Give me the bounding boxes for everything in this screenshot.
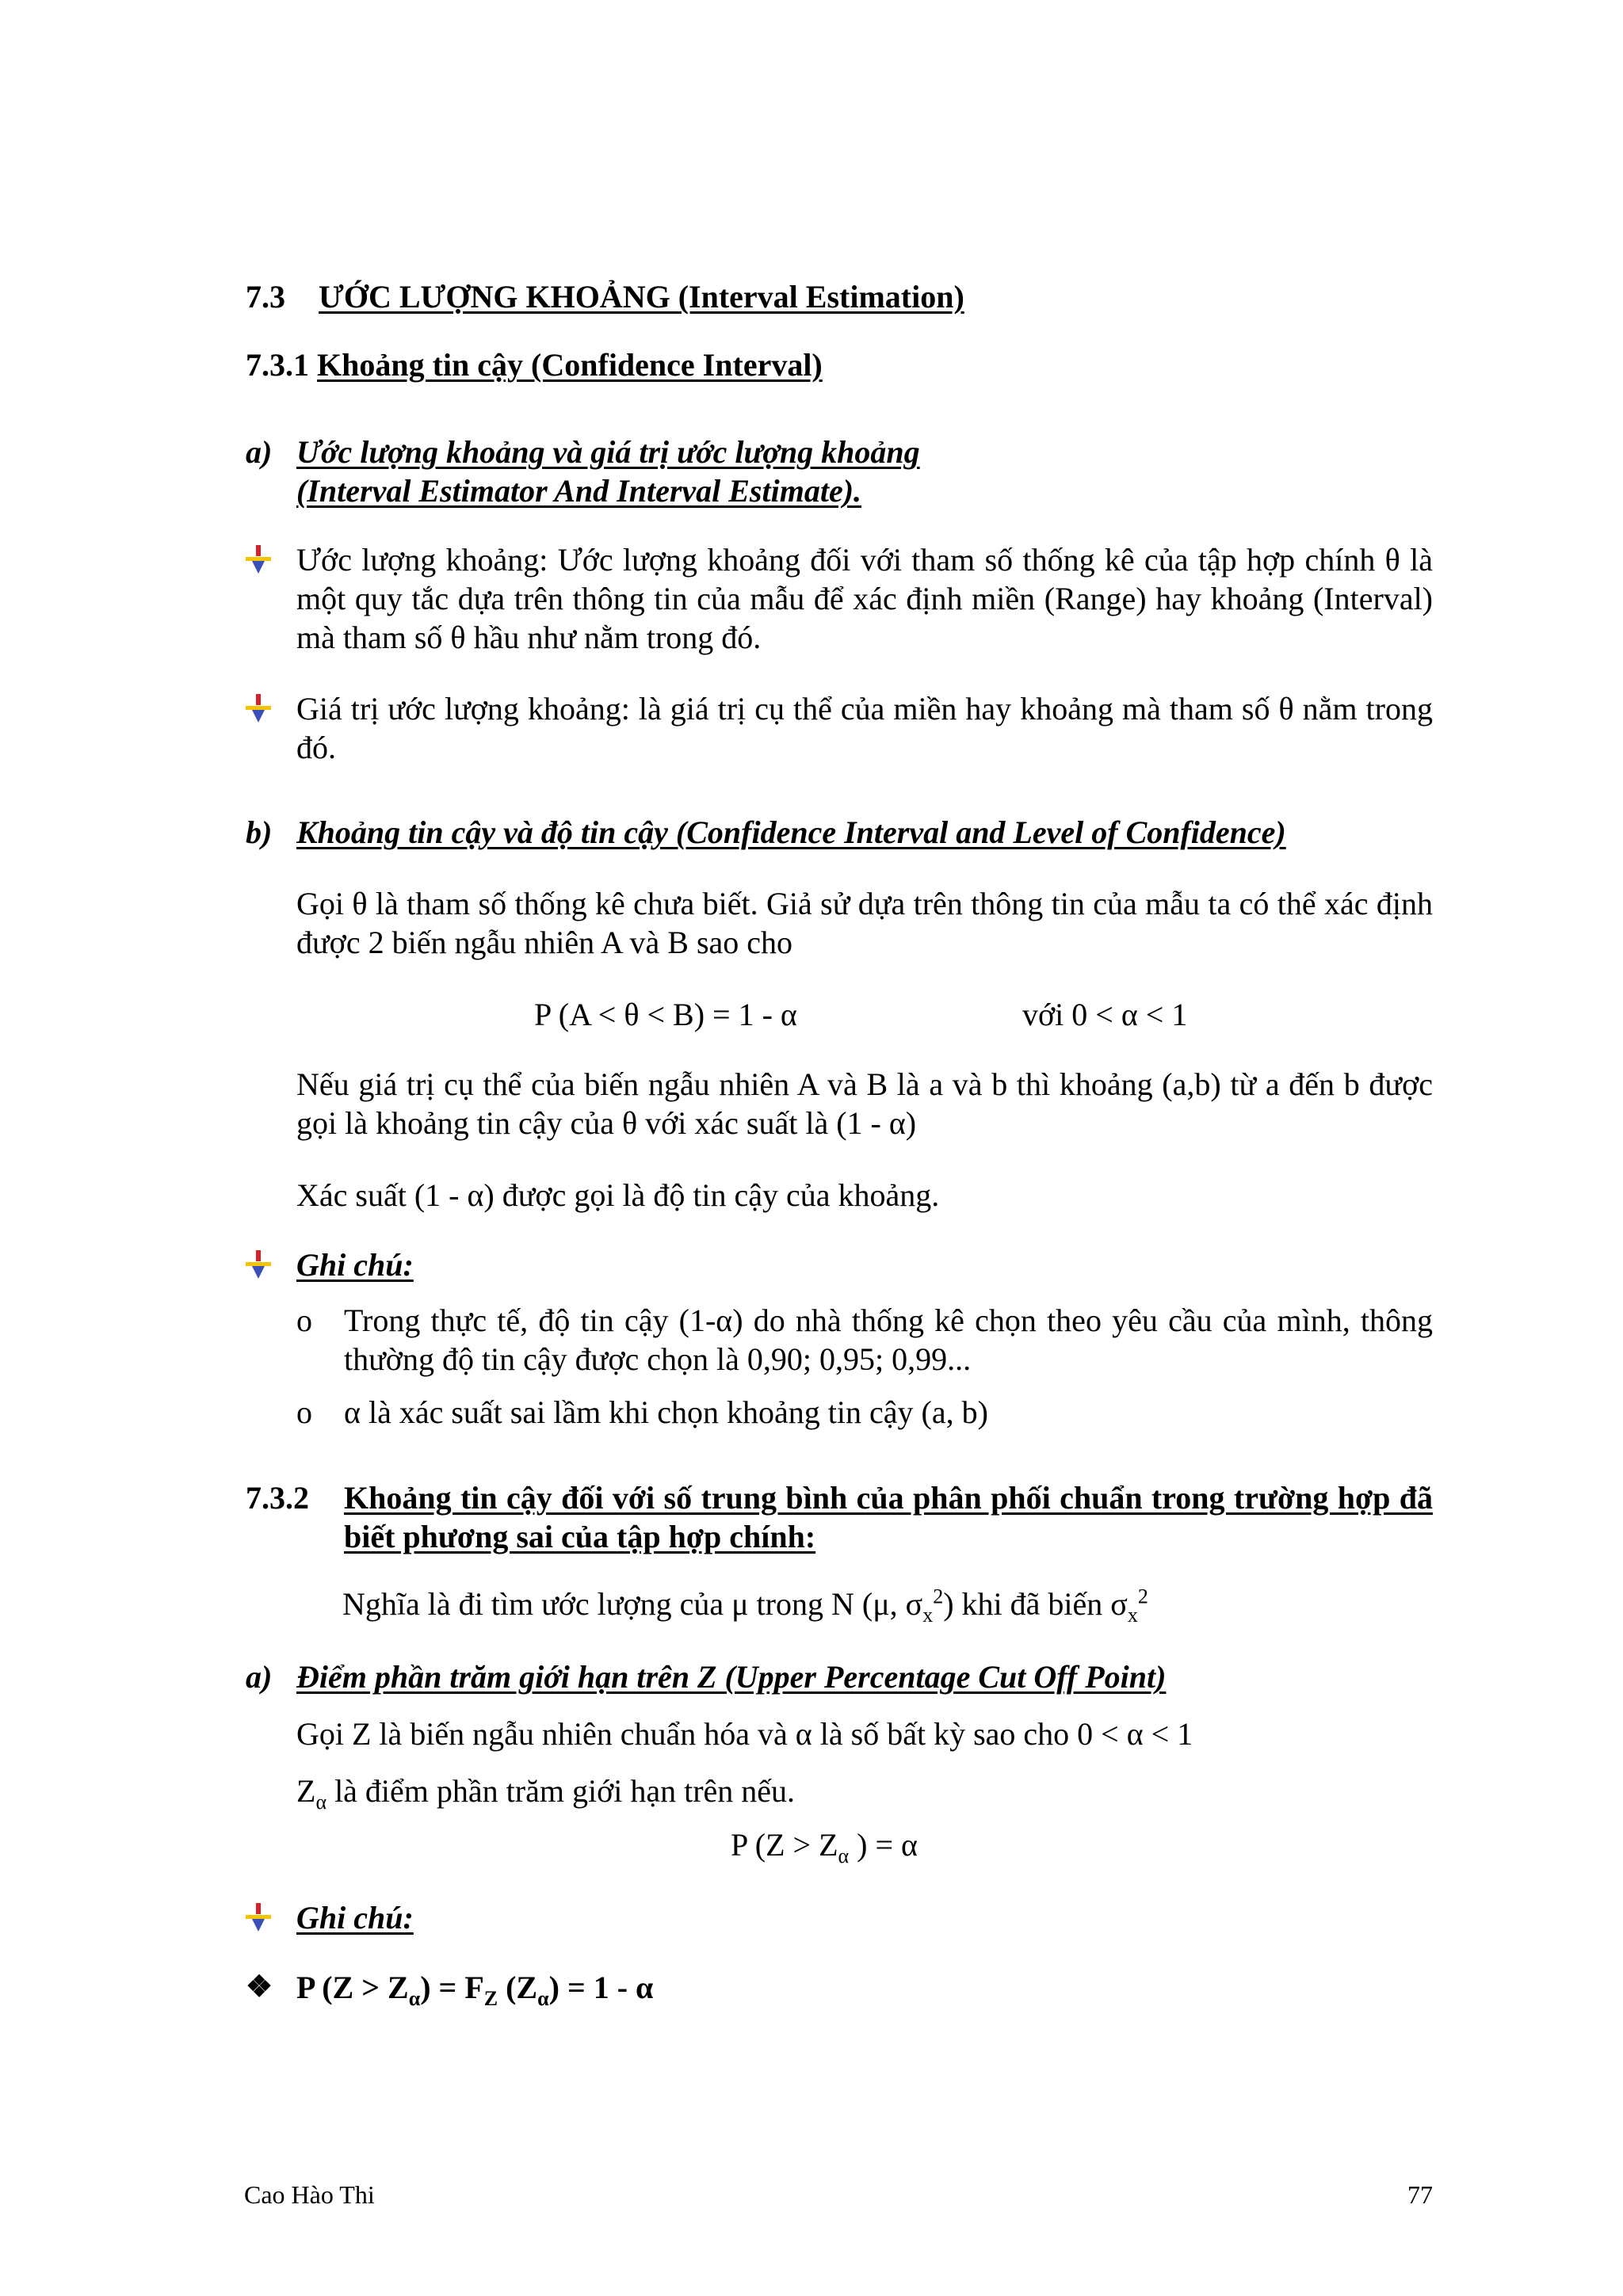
arrow-bullet-icon	[242, 1901, 274, 1933]
part-b-label: b)	[246, 814, 273, 850]
subsection-number-1: 7.3.1	[246, 347, 309, 383]
subsection-title-1: Khoảng tin cậy (Confidence Interval)	[317, 347, 823, 383]
part-a2-title: Điểm phần trăm giới hạn trên Z (Upper Percentage Cut Off Point)	[296, 1659, 1167, 1695]
note-title: Ghi chú:	[296, 1247, 414, 1283]
section-title: ƯỚC LƯỢNG KHOẢNG (Interval Estimation)	[319, 279, 964, 315]
bullet-text: Giá trị ước lượng khoảng: là giá trị cụ thể của miền hay khoảng mà tham số θ nằm trong đó.	[296, 691, 1433, 765]
part-a-title: Ước lượng khoảng và giá trị ước lượng khoảng (Interval Estimator And Interval Estimate).	[296, 434, 920, 509]
section-number: 7.3	[246, 279, 285, 315]
note-item-text: α là xác suất sai lầm khi chọn khoảng tin cậy (a, b)	[344, 1394, 988, 1430]
arrow-bullet-icon	[242, 543, 274, 575]
circle-bullet-icon: o	[296, 1302, 312, 1338]
subsection-number-2: 7.3.2	[246, 1480, 309, 1516]
part-a2-label: a)	[246, 1659, 273, 1695]
footer-author: Cao Hào Thi	[244, 2180, 375, 2209]
part-a-label: a)	[246, 434, 273, 470]
confidence-formula: P (A < θ < B) = 1 - α	[534, 997, 797, 1032]
diamond-bullet-icon: ❖	[246, 1970, 273, 2004]
subsection-title-2: Khoảng tin cậy đối với số trung bình của phân phối chuẩn trong trường hợp đã biết phương sai của tập hợp chính:	[344, 1480, 1433, 1554]
circle-bullet-icon: o	[296, 1394, 312, 1430]
bullet-text: Ước lượng khoảng: Ước lượng khoảng đối với tham số thống kê của tập hợp chính θ là một quy tắc dựa trên thông tin của mẫu để xác định miền (Range) hay khoảng (Interval) mà tham số θ hầu như nằm trong đó.	[296, 542, 1433, 655]
alpha-condition: với 0 < α < 1	[1022, 997, 1188, 1032]
part-b-title: Khoảng tin cậy và độ tin cậy (Confidence Interval and Level of Confidence)	[296, 814, 1286, 850]
note-title: Ghi chú:	[296, 1900, 414, 1936]
note-item-text: Trong thực tế, độ tin cậy (1-α) do nhà thống kê chọn theo yêu cầu của mình, thông thường độ tin cậy được chọn là 0,90; 0,95; 0,99...	[344, 1302, 1433, 1377]
arrow-bullet-icon	[242, 1249, 274, 1280]
cdf-formula: P $(Z > Z_\alpha) = F_Z$ $(Z_\alpha) = 1 - \alpha$	[296, 1970, 654, 2010]
document-page: 7.3 ƯỚC LƯỢNG KHOẢNG (Interval Estimation) 7.3.1 Khoảng tin cậy (Confidence Interval) a) Ước lượng khoảng và giá trị ước lượng khoảng (Interval Estimator And Interval Estimate). Ước lượng khoảng: Ước lượng khoảng đối với tham số thống kê của tập hợp chính θ là một quy tắc dựa trên thông tin của mẫu để xác định miền (Range) hay khoảng (Interval) mà tham số θ hầu như nằm trong đó. Giá trị ước lượng khoảng: là giá trị cụ thể của miền hay khoảng mà tham số θ nằm trong đó. b) Khoảng tin cậy và độ tin cậy (Confidence Interval and Level of Confidence) Gọi θ là tham số thống kê chưa biết. Giả sử dựa trên thông tin của mẫu ta có thể xác định được 2 biến ngẫu nhiên A và B sao cho P (A < θ < B) = 1 - α với 0 < α < 1 Nếu giá trị cụ thể của biến ngẫu nhiên A và B là a và b thì khoảng (a,b) từ a đến b được gọi là khoảng tin cậy của θ với xác suất là (1 - α) Xác suất (1 - α) được gọi là độ tin cậy của khoảng. Ghi chú: o Trong thực tế, độ tin cậy (1-α) do nhà thống kê chọn theo yêu cầu của mình, thông thường độ tin cậy được chọn là 0,90; 0,95; 0,99... o α là xác suất sai lầm khi chọn khoảng tin cậy (a, b) 7.3.2 Khoảng tin cậy đối với số trung bình của phân phối chuẩn trong trường hợp đã biết phương sai của tập hợp chính: Nghĩa là đi tìm ước lượng của μ trong N (μ, $\sigma_x^2$) khi đã biến $\sigma_x^2$ a) Điểm phần trăm giới hạn trên Z (Upper Percentage Cut Off Point) Gọi Z là biến ngẫu nhiên chuẩn hóa và α là số bất kỳ sao cho 0 < α < 1 $Z_\alpha$ là điểm phần trăm giới hạn trên nếu. P ($Z > Z_\alpha$ ) = α Ghi chú: ❖ P $(Z > Z_\alpha) = F_Z$ $(Z_\alpha) = 1 - \alpha$ Cao Hào Thi 77	[244, 279, 1433, 2209]
footer-page-number: 77	[1407, 2180, 1433, 2209]
arrow-bullet-icon	[242, 692, 274, 724]
